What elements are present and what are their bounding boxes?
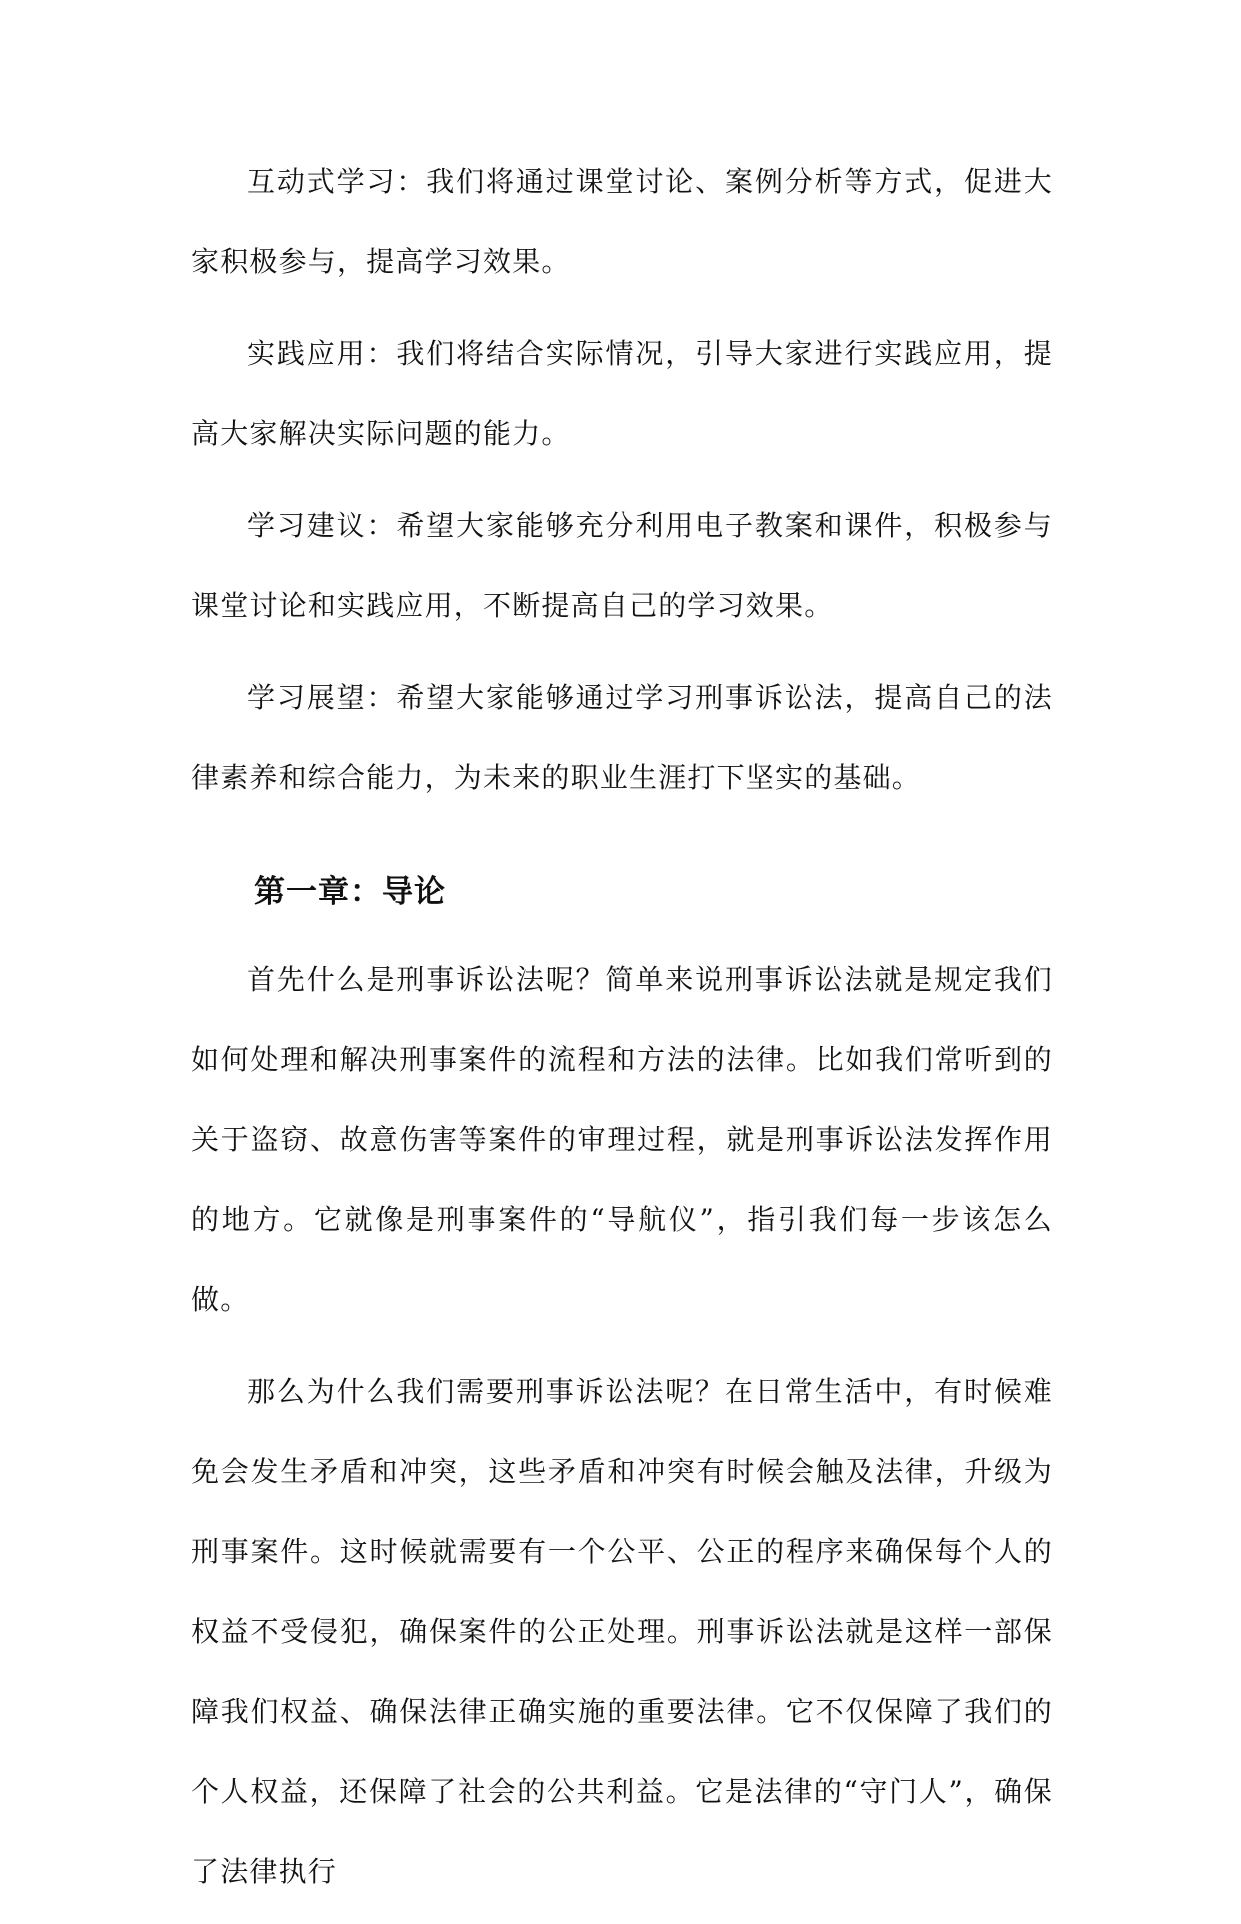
document-body — [191, 142, 1053, 1924]
chapter-title: 第一章：导论 — [254, 874, 446, 910]
intro-paragraph-study-advice: 学习建议：希望大家能够充分利用电子教案和课件，积极参与课堂讨论和实践应用，不断提高自己的学习效果。 — [191, 509, 1053, 622]
chapter-paragraph-definition: 首先什么是刑事诉讼法呢？简单来说刑事诉讼法就是规定我们如何处理和解决刑事案件的流程和方法的法律。比如我们常听到的关于盗窃、故意伤害等案件的审理过程，就是刑事诉讼法发挥作用的地方。它就像是刑事案件的“导航仪”，指引我们每一步该怎么做。 — [191, 963, 1053, 1316]
intro-paragraph-practical-application: 实践应用：我们将结合实际情况，引导大家进行实践应用，提高大家解决实际问题的能力。 — [191, 337, 1053, 450]
chapter-paragraph-importance: 那么为什么我们需要刑事诉讼法呢？在日常生活中，有时候难免会发生矛盾和冲突，这些矛盾和冲突有时候会触及法律，升级为刑事案件。这时候就需要有一个公平、公正的程序来确保每个人的权益不受侵犯，确保案件的公正处理。刑事诉讼法就是这样一部保障我们权益、确保法律正确实施的重要法律。它不仅保障了我们的个人权益，还保障了社会的公共利益。它是法律的“守门人”，确保了法律执行 — [191, 1375, 1053, 1888]
intro-paragraph-interactive-learning: 互动式学习：我们将通过课堂讨论、案例分析等方式，促进大家积极参与，提高学习效果。 — [191, 165, 1053, 278]
intro-paragraph-study-outlook: 学习展望：希望大家能够通过学习刑事诉讼法，提高自己的法律素养和综合能力，为未来的职业生涯打下坚实的基础。 — [191, 681, 1053, 794]
